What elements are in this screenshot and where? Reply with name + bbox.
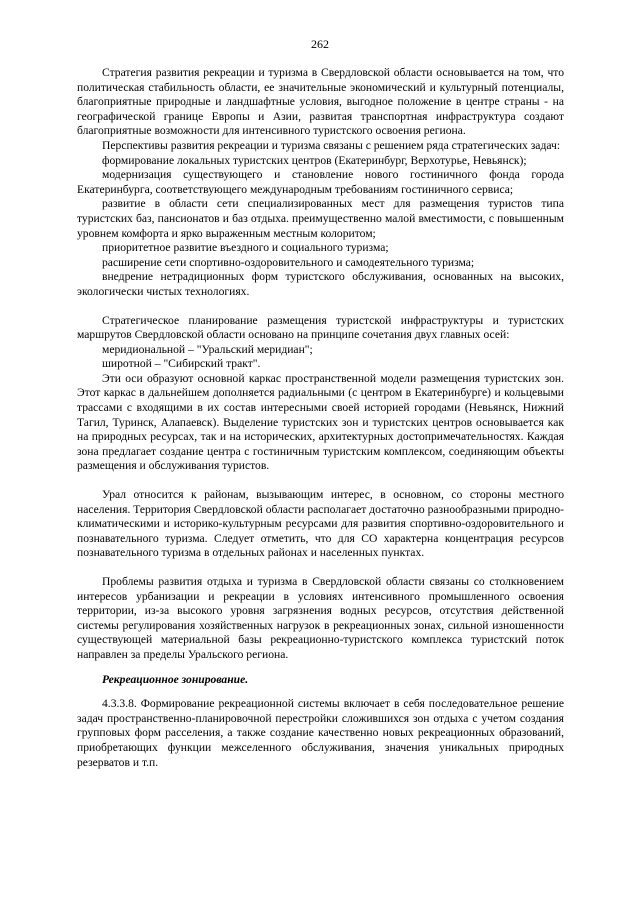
paragraph-perspectives: Перспективы развития рекреации и туризма связаны с решением ряда стратегических задач:	[102, 138, 561, 152]
task-item: приоритетное развитие въездного и социального туризма;	[102, 241, 389, 255]
task-item: развитие в области сети специализированных мест для размещения туристов типа туристских баз, пансионатов и баз отдыха. преимущественно малой вместимости, с повышенным уровнем комфорта и ярко выраженным местным колоритом;	[77, 197, 564, 240]
task-item: формирование локальных туристских центров (Екатеринбург, Верхотурье, Невьянск);	[102, 153, 527, 167]
paragraph-strategy: Стратегия развития рекреации и туризма в Свердловской области основывается на том, что политическая стабильность области, ее значительные экономический и культурный потенциалы, благоприятные природные и ландшафтные условия, выгодное положение в центре страны - на географической границе Европы и Азии, развитая транспортная инфраструктура создают благоприятные возможности для интенсивного туристского освоения региона.	[77, 66, 564, 138]
paragraph-planning: Стратегическое планирование размещения туристской инфраструктуры и туристских маршрутов Свердловской области основано на принципе сочетания двух главных осей:	[77, 313, 564, 342]
axis-item: меридиональной – "Уральский меридиан";	[102, 342, 313, 356]
paragraph-ural: Урал относится к районам, вызывающим интерес, в основном, со стороны местного населения. Территория Свердловской области располагает достаточно разнообразными природно-климатическими и историко-культурным ресурсами для развития спортивно-оздоровительного и познавательного туризма. Следует отметить, что для СО характерна концентрация ресурсов познавательного туризма в отдельных районах и населенных пунктах.	[77, 488, 564, 560]
document-body	[77, 66, 564, 770]
paragraph-problems: Проблемы развития отдыха и туризма в Свердловской области связаны со столкновением интересов урбанизации и рекреации в условиях интенсивного промышленного освоения территории, из-за высокого уровня загрязнения водных ресурсов, отсутствия действенной системы регулирования хозяйственных нагрузок в рекреационных зонах, сильной изношенности существующей материальной базы рекреационно-туристского комплекса туристский поток направлен за пределы Уральского региона.	[77, 575, 564, 661]
paragraph-framework: Эти оси образуют основной каркас пространственной модели размещения туристских зон. Этот каркас в дальнейшем дополняется радиальными (с центром в Екатеринбурге) и кольцевыми трассами с входящими в их состав интересными своей историей городами (Невьянск, Нижний Тагил, Туринск, Алапаевск). Выделение туристских зон и туристских центров основывается как на природных ресурсах, так и на исторических, архитектурных достопримечательностях. Каждая зона предлагает создание центра с гостиничным туристским комплексом, соединяющим объекты размещения и обслуживания туристов.	[77, 371, 564, 473]
task-item: внедрение нетрадиционных форм туристского обслуживания, основанных на высоких, экологически чистых технологиях.	[77, 270, 564, 298]
task-item: модернизация существующего и становление нового гостиничного фонда города Екатеринбурга, соответствующего международным требованиям гостиничного сервиса;	[77, 168, 564, 196]
page-number: 262	[311, 37, 329, 51]
paragraph-recreation-system: 4.3.3.8. Формирование рекреационной системы включает в себя последовательное решение задач пространственно-планировочной перестройки сложившихся зон отдыха с учетом создания групповых форм расселения, а также создание качественно новых рекреационных образований, приобретающих функции межселенного обслуживания, значения уникальных природных резерватов и т.п.	[77, 697, 564, 769]
task-item: расширение сети спортивно-оздоровительного и самодеятельного туризма;	[102, 255, 475, 269]
axis-item: широтной – "Сибирский тракт".	[102, 357, 261, 371]
section-heading: Рекреационное зонирование.	[102, 672, 249, 686]
